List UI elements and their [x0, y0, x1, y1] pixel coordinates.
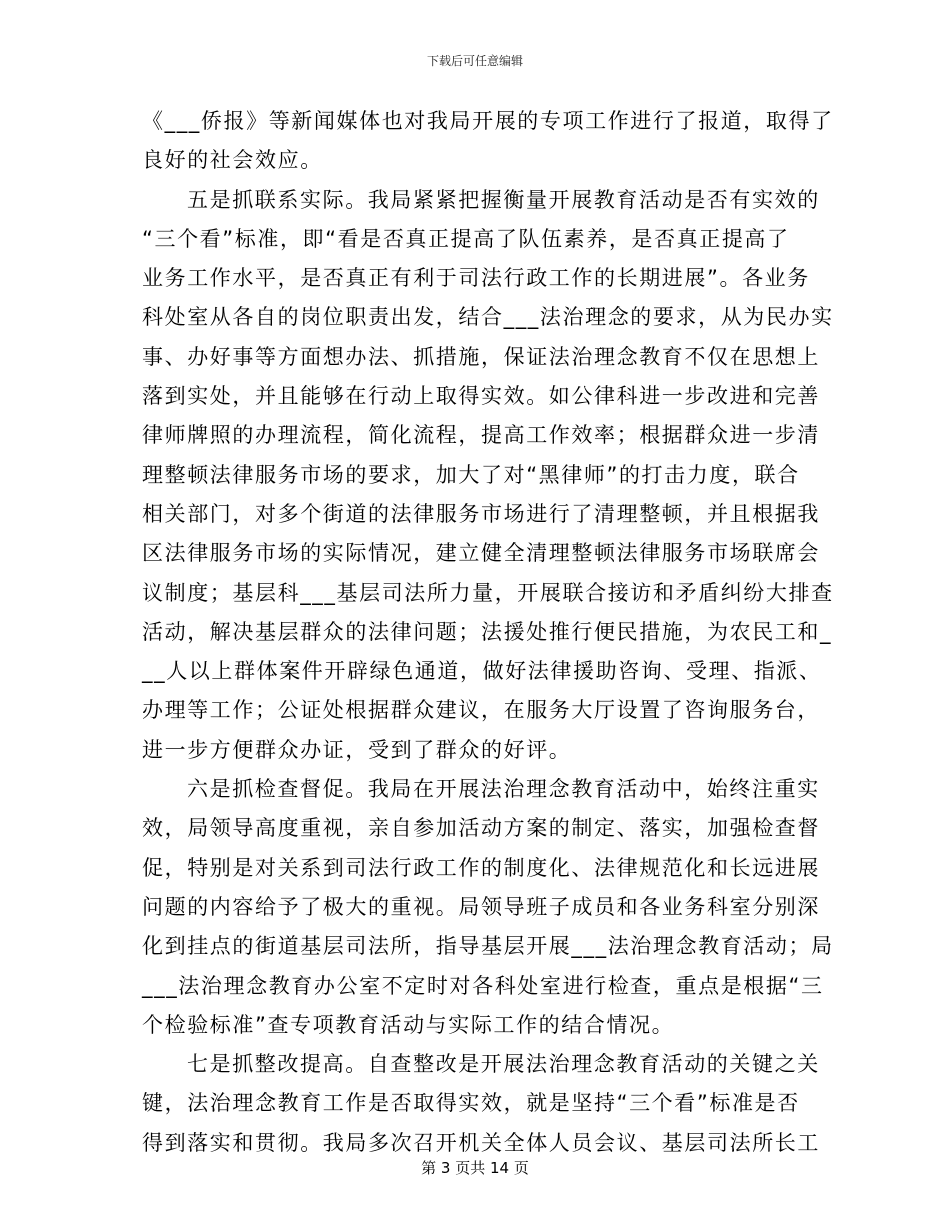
paragraph-line: 相关部门，对多个街道的法律服务市场进行了清理整顿，并且根据我 [142, 501, 820, 526]
paragraph-line: 办理等工作；公证处根据群众建议，在服务大厅设置了咨询服务台， [142, 698, 820, 723]
page-footer: 第 3 页共 14 页 [421, 1159, 529, 1177]
paragraph-line: 议制度；基层科___基层司法所力量，开展联合接访和矛盾纠纷大排查 [142, 580, 834, 605]
paragraph-line: “三个看”标准，即“看是否真正提高了队伍素养，是否真正提高了 [142, 226, 790, 251]
paragraph-line: 问题的内容给予了极大的重视。局领导班子成员和各业务科室分别深 [142, 894, 820, 919]
paragraph-line: 个检验标准”查专项教育活动与实际工作的结合情况。 [142, 1012, 675, 1037]
paragraph-line: 六是抓检查督促。我局在开展法治理念教育活动中，始终注重实 [187, 777, 820, 802]
paragraph-line: 促，特别是对关系到司法行政工作的制度化、法律规范化和长远进展 [142, 855, 820, 880]
paragraph-line: 业务工作水平，是否真正有利于司法行政工作的长期进展”。各业务 [142, 266, 810, 291]
paragraph-line: 进一步方便群众办证，受到了群众的好评。 [142, 737, 572, 762]
paragraph-line: 得到落实和贯彻。我局多次召开机关全体人员会议、基层司法所长工 [142, 1130, 820, 1155]
paragraph-line: 键，法治理念教育工作是否取得实效，就是坚持“三个看”标准是否 [142, 1091, 800, 1116]
paragraph-line: 《___侨报》等新闻媒体也对我局开展的专项工作进行了报道，取得了 [142, 109, 834, 133]
paragraph-line: __人以上群体案件开辟绿色通道，做好法律援助咨询、受理、指派、 [142, 659, 822, 684]
paragraph-line: 五是抓联系实际。我局紧紧把握衡量开展教育活动是否有实效的 [187, 187, 820, 212]
paragraph-line: 效，局领导高度重视，亲自参加活动方案的制定、落实，加强检查督 [142, 816, 820, 841]
page-header: 下载后可任意编辑 [426, 54, 523, 68]
paragraph-line: 事、办好事等方面想办法、抓措施，保证法治理念教育不仅在思想上 [142, 344, 820, 369]
paragraph-line: 理整顿法律服务市场的要求，加大了对“黑律师”的打击力度，联合 [142, 462, 800, 487]
paragraph-line: 落到实处，并且能够在行动上取得实效。如公律科进一步改进和完善 [142, 384, 820, 409]
paragraph-line: 律师牌照的办理流程，简化流程，提高工作效率；根据群众进一步清 [142, 423, 820, 448]
paragraph-line: 区法律服务市场的实际情况，建立健全清理整顿法律服务市场联席会 [142, 541, 820, 566]
paragraph-line: 化到挂点的街道基层司法所，指导基层开展___法治理念教育活动；局 [142, 934, 834, 959]
paragraph-line: 活动，解决基层群众的法律问题；法援处推行便民措施，为农民工和_ [142, 619, 833, 644]
paragraph-line: ___法治理念教育办公室不定时对各科处室进行检查，重点是根据“三 [142, 973, 824, 998]
paragraph-line: 七是抓整改提高。自查整改是开展法治理念教育活动的关键之关 [187, 1052, 820, 1077]
paragraph-line: 良好的社会效应。 [142, 148, 323, 173]
document-body [142, 102, 834, 1163]
paragraph-line: 科处室从各自的岗位职责出发，结合___法治理念的要求，从为民办实 [142, 305, 834, 330]
